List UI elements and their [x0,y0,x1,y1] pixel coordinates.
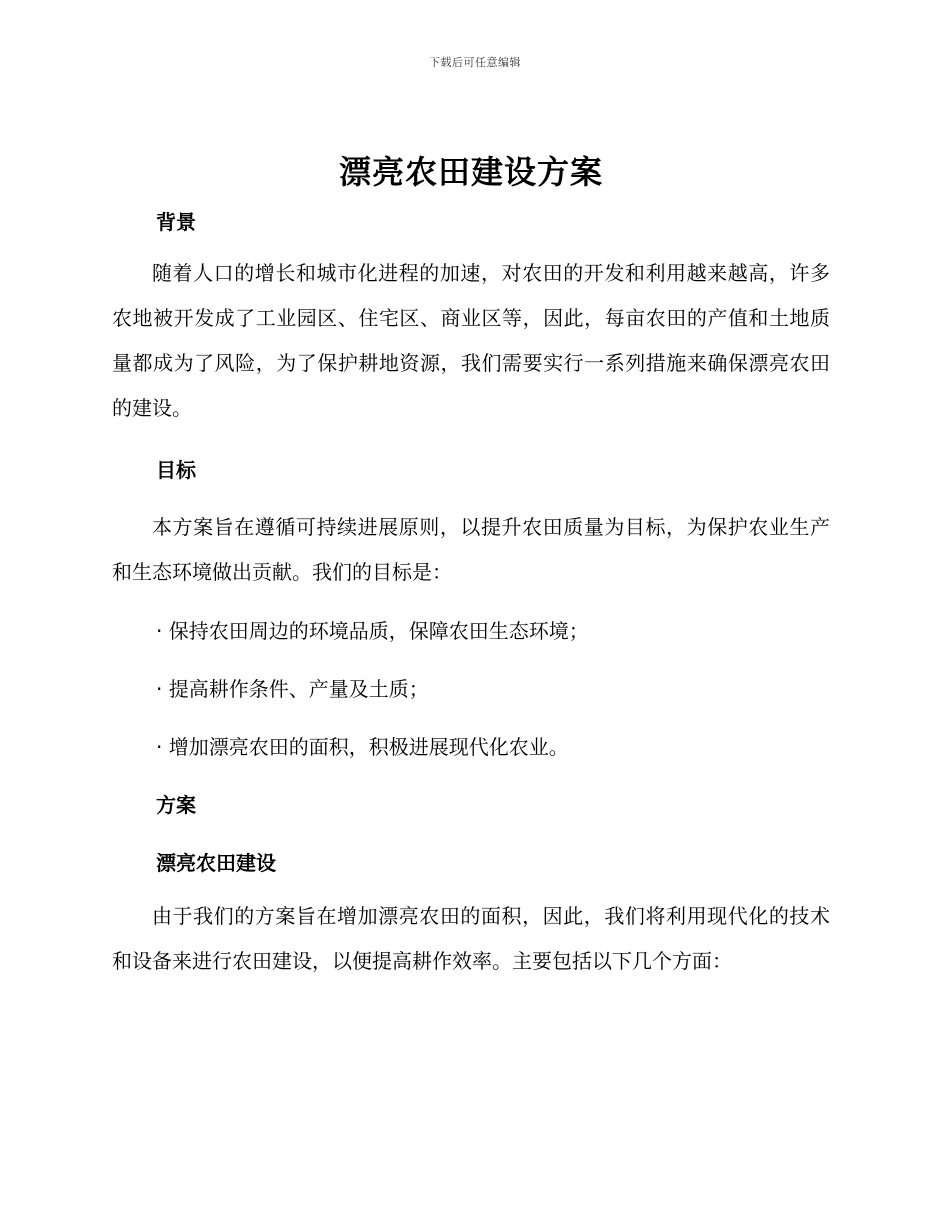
subsection-heading-farmland-construction: 漂亮农田建设 [156,851,276,875]
paragraph-background: 随着人口的增长和城市化进程的加速，对农田的开发和利用越来越高，许多农地被开发成了工业园区、住宅区、商业区等，因此，每亩农田的产值和土地质量都成为了风险，为了保护耕地资源，我们需要实行一系列措施来确保漂亮农田的建设。 [112,261,830,420]
paragraph-farmland-construction: 由于我们的方案旨在增加漂亮农田的面积，因此，我们将利用现代化的技术和设备来进行农田建设，以便提高耕作效率。主要包括以下几个方面： [112,904,830,973]
goal-bullet-2: · 提高耕作条件、产量及土质； [156,677,429,701]
paragraph-goal: 本方案旨在遵循可持续进展原则，以提升农田质量为目标，为保护农业生产和生态环境做出贡献。我们的目标是： [112,515,830,584]
section-heading-plan: 方案 [156,793,196,817]
goal-bullet-3: · 增加漂亮农田的面积，积极进展现代化农业。 [156,735,569,759]
section-heading-goal: 目标 [156,458,196,482]
section-heading-background: 背景 [156,210,196,234]
goal-bullet-1: · 保持农田周边的环境品质，保障农田生态环境； [156,619,589,643]
document-title: 漂亮农田建设方案 [338,153,603,191]
document-body [112,150,830,984]
header-note: 下载后可任意编辑 [429,56,521,69]
